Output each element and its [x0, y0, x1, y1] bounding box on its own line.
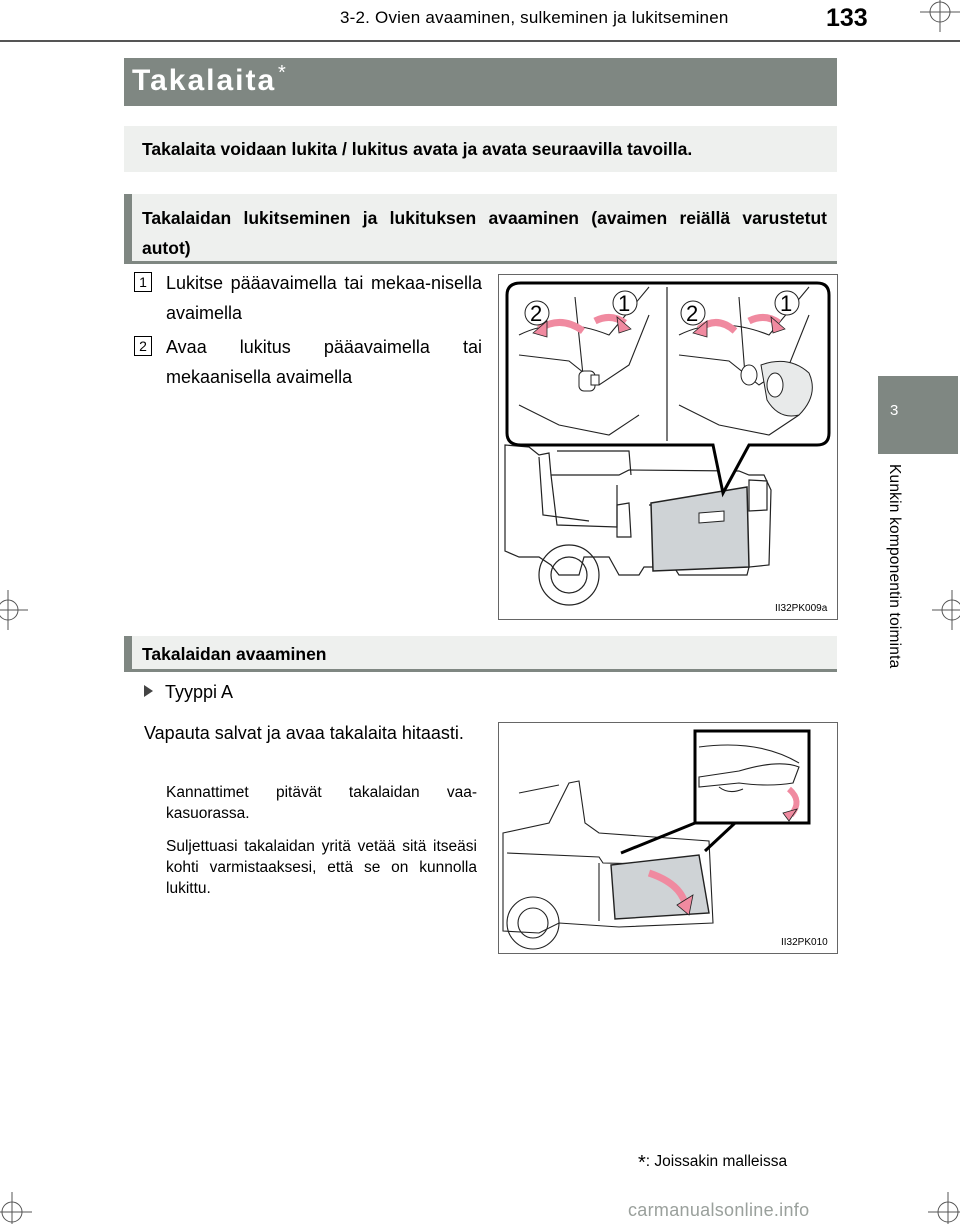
footnote-marker: * [638, 1152, 646, 1174]
watermark: carmanualsonline.info [628, 1200, 810, 1220]
heading-accent-bar [124, 636, 132, 672]
title-bar [124, 58, 837, 106]
tailgate-open-illustration [499, 723, 837, 953]
figure-tailgate-lock [498, 274, 838, 620]
item-text-2: Avaa lukitus pääavaimella tai mekaanisella avaimella [166, 337, 482, 387]
item-number-2: 2 [134, 336, 152, 356]
callout-1-left: 1 [618, 291, 631, 316]
item-text-1: Lukitse pääavaimella tai mekaa-nisella avaimella [166, 273, 482, 323]
callout-1-right: 1 [780, 291, 793, 316]
section2-heading: Takalaidan avaaminen [142, 644, 327, 664]
chapter-title: Kunkin komponentin toiminta [886, 464, 903, 669]
section2-heading-box [124, 636, 837, 672]
section1-heading: Takalaidan lukitseminen ja lukituksen avaaminen (avaimen reiällä varustetut autot) [142, 208, 827, 258]
tailgate-panel [651, 487, 749, 571]
instruction-paragraph: Vapauta salvat ja avaa takalaita hitaasti. [144, 723, 464, 743]
heading-rule [124, 669, 837, 672]
callout-2-left: 2 [530, 301, 543, 326]
figure2-code: II32PK010 [781, 937, 828, 948]
section-header: 3-2. Ovien avaaminen, sulkeminen ja lukitseminen [340, 8, 729, 27]
type-label-text: Tyyppi A [165, 682, 234, 702]
header-rule [0, 40, 960, 42]
note-2: Suljettuasi takalaidan yritä vetää sitä itseäsi kohti varmistaaksesi, että se on kunnolla lukittu. [166, 838, 477, 897]
callout-2-right: 2 [686, 301, 699, 326]
page-number: 133 [826, 4, 868, 32]
footnote [638, 1152, 787, 1175]
figure-tailgate-open [498, 722, 838, 954]
tailgate-panel [611, 855, 709, 919]
type-label [144, 682, 233, 703]
footnote-text: : Joissakin malleissa [645, 1153, 788, 1170]
triangle-bullet-icon [144, 685, 153, 697]
intro-text: Takalaita voidaan lukita / lukitus avata ja avata seuraavilla tavoilla. [142, 139, 693, 159]
page-title: Takalaita [132, 64, 277, 97]
heading-rule [124, 261, 837, 264]
heading-accent-bar [124, 194, 132, 264]
figure1-code: II32PK009a [775, 603, 828, 614]
intro-box [124, 126, 837, 172]
chapter-number: 3 [890, 402, 899, 419]
note-1: Kannattimet pitävät takalaidan vaa-kasuorassa. [166, 784, 477, 822]
title-asterisk: * [278, 62, 286, 84]
section1-heading-box [124, 194, 837, 264]
chapter-tab[interactable] [878, 376, 958, 454]
tailgate-lock-illustration [499, 275, 837, 619]
item-number-1: 1 [134, 272, 152, 292]
